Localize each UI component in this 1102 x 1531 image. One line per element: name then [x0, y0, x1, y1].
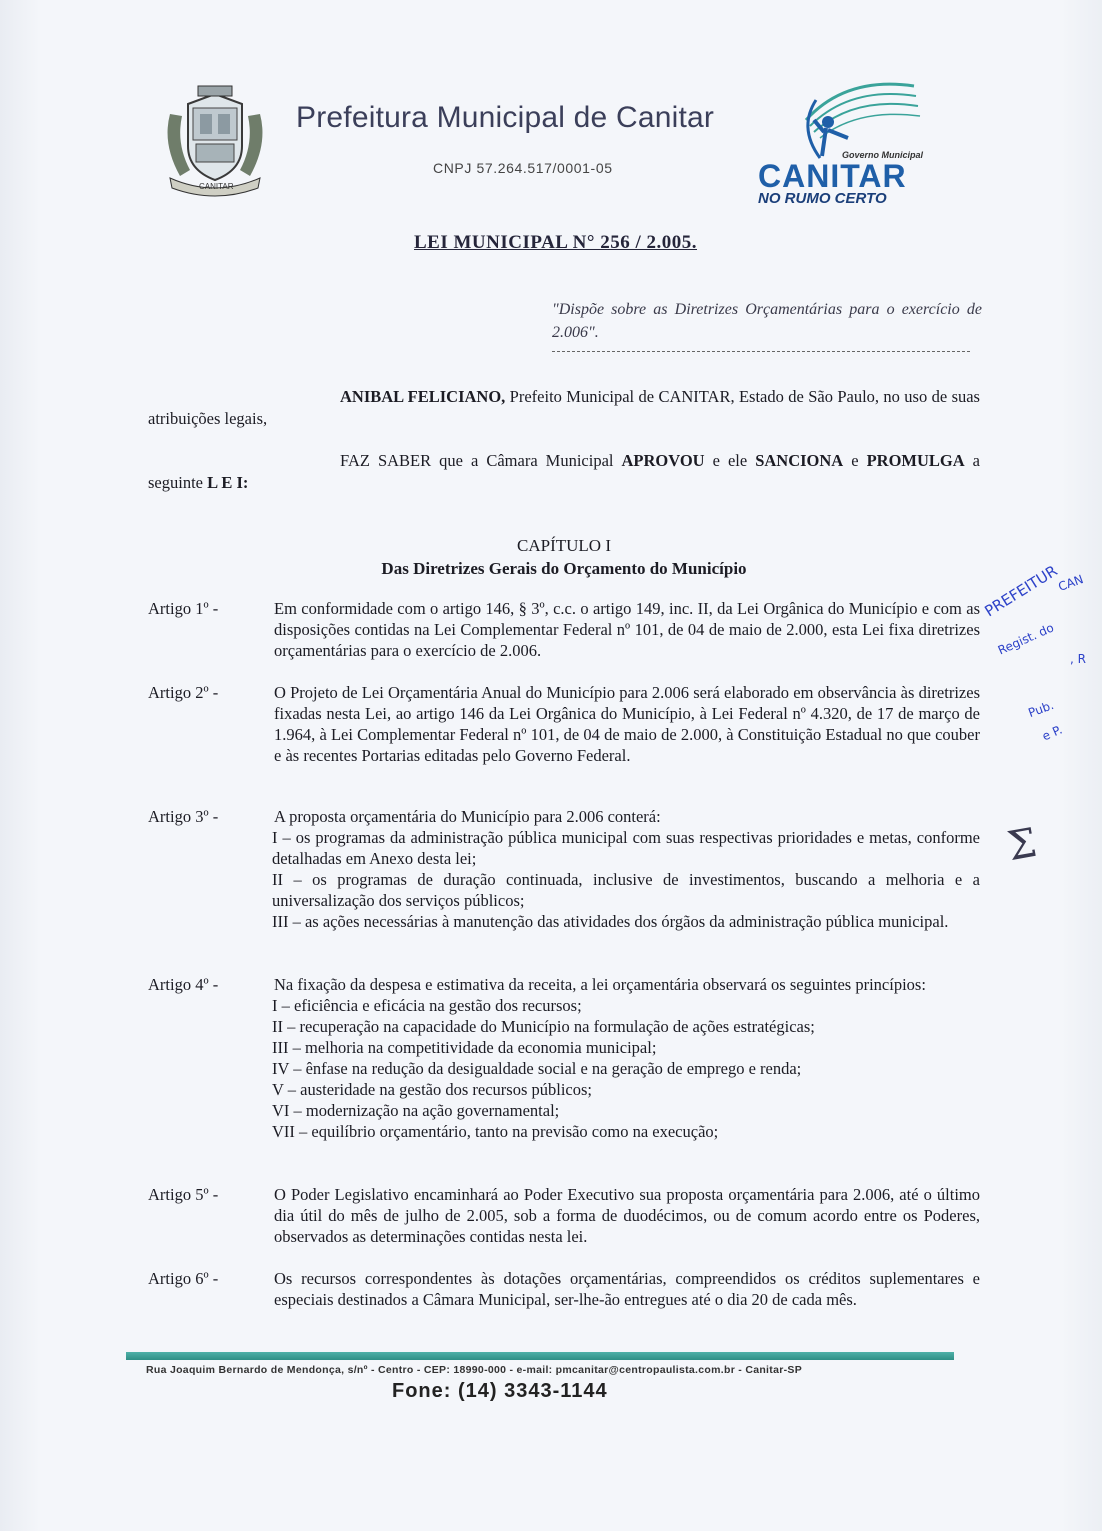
article-text: Na fixação da despesa e estimativa da receita, a lei orçamentária observará os seguintes princípios: [274, 975, 926, 994]
article-6 [148, 1268, 980, 1310]
list-item: V – austeridade na gestão dos recursos públicos; [272, 1080, 592, 1099]
preamble-1-text: Prefeito Municipal de CANITAR, Estado de São Paulo, no uso de suas atribuições legais, [148, 387, 980, 428]
article-4 [148, 974, 980, 1142]
article-2 [148, 682, 980, 766]
article-text: O Projeto de Lei Orçamentária Anual do Município para 2.006 será elaborado em observância às diretrizes fixadas nesta Lei, ao artigo 146 da Lei Orgânica do Município, à Lei Federal nº 4.320, de 17 de março de 1.964, à Lei Complementar Federal nº 101, de 04 de maio de 2.000, à Constituição Estadual no que couber e às recentes Portarias editadas pelo Governo Federal. [274, 683, 980, 765]
stamp-line-1: PREFEITUR [981, 561, 1061, 621]
p2-f: PROMULGA [866, 451, 965, 470]
article-text: Os recursos correspondentes às dotações orçamentárias, compreendidos os créditos suplementares e especiais destinados a Câmara Municipal, ser-lhe-ão entregues até o dia 20 de cada mês. [274, 1269, 980, 1309]
article-5 [148, 1184, 980, 1247]
logo-government-label: Governo Municipal [842, 150, 924, 160]
cnpj-number: CNPJ 57.264.517/0001-05 [433, 160, 613, 176]
list-item: VI – modernização na ação governamental; [272, 1101, 560, 1120]
p2-b: APROVOU [621, 451, 705, 470]
archer-logo-icon [776, 80, 926, 160]
article-label: Artigo 1º - [148, 599, 219, 618]
stamp-line-6: e P. [1040, 722, 1065, 744]
law-ementa: "Dispõe sobre as Diretrizes Orçamentárias para o exercício de 2.006". [552, 301, 982, 341]
article-text: Em conformidade com o artigo 146, § 3º, c.c. o artigo 149, inc. II, da Lei Orgânica do Município e com as disposições contidas na Lei Complementar Federal nº 101, de 04 de maio de 2.000, esta Lei fixa diretrizes orçamentárias para o exercício de 2.006. [274, 599, 980, 660]
footer-address: Rua Joaquim Bernardo de Mendonça, s/nº - Centro - CEP: 18990-000 - e-mail: pmcanitar@centropaulista.com.br - Canitar-SP [146, 1364, 802, 1376]
p2-e: e [843, 451, 867, 470]
article-items [272, 995, 980, 1142]
article-text: O Poder Legislativo encaminhará ao Poder Executivo sua proposta orçamentária para 2.006, até o último dia útil do mês de julho de 2.005, sob a forma de duodécimos, ou de comum acordo entre os Poderes, observados as determinações contidas nesta lei. [274, 1185, 980, 1246]
list-item: II – recuperação na capacidade do Município na formulação de ações estratégicas; [272, 1017, 815, 1036]
registry-stamp [976, 560, 1096, 760]
logo-canitar-wordmark: CANITAR [758, 158, 907, 194]
article-label: Artigo 6º - [148, 1269, 219, 1288]
p2-a: FAZ SABER que a Câmara Municipal [340, 451, 622, 470]
p2-d: SANCIONA [755, 451, 844, 470]
list-item: III – as ações necessárias à manutenção das atividades dos órgãos da administração pública municipal. [272, 912, 949, 931]
stamp-line-5: Pub. [1026, 697, 1056, 721]
crest-banner-label: CANITAR [199, 182, 234, 191]
mayor-name: ANIBAL FELICIANO, [340, 387, 506, 406]
article-label: Artigo 2º - [148, 683, 219, 702]
stamp-line-2: CAN [1056, 572, 1086, 594]
chapter-title: CAPÍTULO I [517, 536, 611, 555]
article-3 [148, 806, 980, 932]
ementa-divider [552, 351, 970, 352]
list-item: VII – equilíbrio orçamentário, tanto na previsão como na execução; [272, 1122, 719, 1141]
preamble-paragraph-2 [148, 450, 980, 494]
p2-c: e ele [704, 451, 756, 470]
law-title: LEI MUNICIPAL N° 256 / 2.005. [414, 232, 698, 253]
article-label: Artigo 5º - [148, 1185, 219, 1204]
p2-g: a seguinte [148, 451, 980, 492]
list-item: II – os programas de duração continuada, inclusive de investimentos, buscando a melhoria e a universalização dos serviços públicos; [272, 870, 980, 910]
chapter-subtitle: Das Diretrizes Gerais do Orçamento do Município [381, 559, 747, 578]
logo-tagline: NO RUMO CERTO [758, 190, 887, 207]
footer-phone: Fone: (14) 3343-1144 [392, 1380, 608, 1402]
chapter-heading [148, 534, 980, 580]
list-item: I – eficiência e eficácia na gestão dos recursos; [272, 996, 582, 1015]
p2-h: L E I: [207, 473, 249, 492]
municipality-title: Prefeitura Municipal de Canitar [296, 101, 715, 134]
article-label: Artigo 4º - [148, 975, 219, 994]
list-item: III – melhoria na competitividade da economia municipal; [272, 1038, 657, 1057]
article-text: A proposta orçamentária do Município para 2.006 conterá: [274, 807, 661, 826]
article-1 [148, 598, 980, 661]
list-item: IV – ênfase na redução da desigualdade social e na geração de emprego e renda; [272, 1059, 802, 1078]
footer-divider [126, 1352, 954, 1360]
stamp-line-3: Regist. do [995, 620, 1056, 658]
article-items [272, 827, 980, 932]
article-label: Artigo 3º - [148, 807, 219, 826]
preamble-paragraph-1 [148, 386, 980, 430]
handwritten-signature: Σ [1004, 819, 1041, 871]
stamp-line-4: , R [1070, 652, 1086, 666]
list-item: I – os programas da administração pública municipal com suas respectivas prioridades e metas, conforme detalhadas em Anexo desta lei; [272, 828, 980, 868]
